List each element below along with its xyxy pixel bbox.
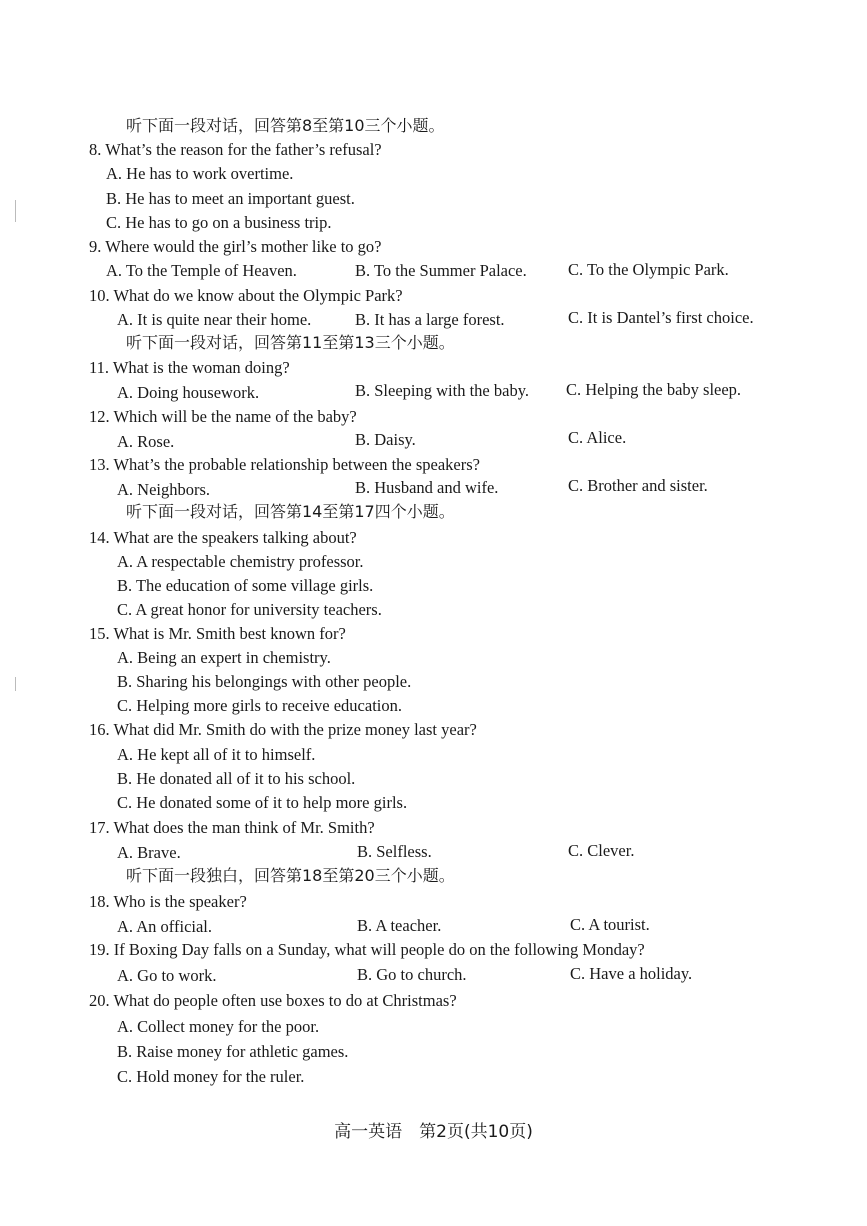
question-stem: 11. What is the woman doing? — [89, 358, 290, 377]
option-c: C. Brother and sister. — [568, 476, 708, 495]
question-stem: 16. What did Mr. Smith do with the prize money last year? — [89, 720, 477, 739]
option-c: C. Helping the baby sleep. — [566, 380, 742, 399]
question-stem: 17. What does the man think of Mr. Smith? — [89, 818, 375, 837]
option-b: B. Selfless. — [357, 842, 432, 861]
section-instruction: 听下面一段独白，回答第18至第20三个小题。 — [126, 866, 455, 885]
section-instruction: 听下面一段对话，回答第14至第17四个小题。 — [126, 502, 455, 521]
option-a: A. An official. — [117, 917, 213, 936]
option-a: A. Collect money for the poor. — [117, 1017, 320, 1036]
option-b: B. He donated all of it to his school. — [117, 769, 356, 788]
question-stem: 20. What do people often use boxes to do at Christmas? — [89, 991, 457, 1010]
option-b: B. Raise money for athletic games. — [117, 1042, 349, 1061]
option-b: B. Daisy. — [355, 430, 416, 449]
option-b: B. Sharing his belongings with other people. — [117, 672, 412, 691]
option-a: A. A respectable chemistry professor. — [117, 552, 364, 571]
option-c: C. Clever. — [568, 841, 635, 860]
question-stem: 10. What do we know about the Olympic Park? — [89, 286, 403, 305]
question-stem: 14. What are the speakers talking about? — [89, 528, 357, 547]
option-b: B. A teacher. — [357, 916, 442, 935]
option-c: C. Helping more girls to receive education. — [117, 696, 402, 715]
option-a: A. Being an expert in chemistry. — [117, 648, 331, 667]
option-c: C. To the Olympic Park. — [568, 260, 729, 279]
option-b: B. It has a large forest. — [355, 310, 505, 329]
option-c: C. A tourist. — [570, 915, 650, 934]
question-stem: 9. Where would the girl’s mother like to go? — [89, 237, 382, 256]
option-a: A. Brave. — [117, 843, 181, 862]
scan-mark — [15, 677, 16, 691]
option-a: A. He has to work overtime. — [106, 164, 294, 183]
option-c: C. He has to go on a business trip. — [106, 213, 332, 232]
option-c: C. Have a holiday. — [570, 964, 693, 983]
question-stem: 13. What’s the probable relationship between the speakers? — [89, 455, 480, 474]
scan-mark — [15, 200, 16, 222]
option-a: A. He kept all of it to himself. — [117, 745, 316, 764]
question-stem: 19. If Boxing Day falls on a Sunday, what will people do on the following Monday? — [89, 940, 645, 959]
option-a: A. Doing housework. — [117, 383, 260, 402]
question-stem: 8. What’s the reason for the father’s refusal? — [89, 140, 382, 159]
option-c: C. He donated some of it to help more girls. — [117, 793, 408, 812]
question-stem: 15. What is Mr. Smith best known for? — [89, 624, 346, 643]
page-footer: 高一英语 第2页(共10页) — [334, 1122, 533, 1142]
option-b: B. Husband and wife. — [355, 478, 499, 497]
option-a: A. It is quite near their home. — [117, 310, 312, 329]
question-stem: 12. Which will be the name of the baby? — [89, 407, 357, 426]
option-a: A. Neighbors. — [117, 480, 211, 499]
option-a: A. To the Temple of Heaven. — [106, 261, 297, 280]
option-c: C. Hold money for the ruler. — [117, 1067, 305, 1086]
section-instruction: 听下面一段对话，回答第11至第13三个小题。 — [126, 333, 455, 352]
section-instruction: 听下面一段对话，回答第8至第10三个小题。 — [126, 116, 445, 135]
option-c: C. A great honor for university teachers. — [117, 600, 382, 619]
option-c: C. Alice. — [568, 428, 627, 447]
option-a: A. Go to work. — [117, 966, 217, 985]
option-c: C. It is Dantel’s first choice. — [568, 308, 754, 327]
option-b: B. Sleeping with the baby. — [355, 381, 529, 400]
option-b: B. The education of some village girls. — [117, 576, 374, 595]
option-a: A. Rose. — [117, 432, 175, 451]
option-b: B. He has to meet an important guest. — [106, 189, 355, 208]
question-stem: 18. Who is the speaker? — [89, 892, 247, 911]
option-b: B. To the Summer Palace. — [355, 261, 527, 280]
option-b: B. Go to church. — [357, 965, 467, 984]
